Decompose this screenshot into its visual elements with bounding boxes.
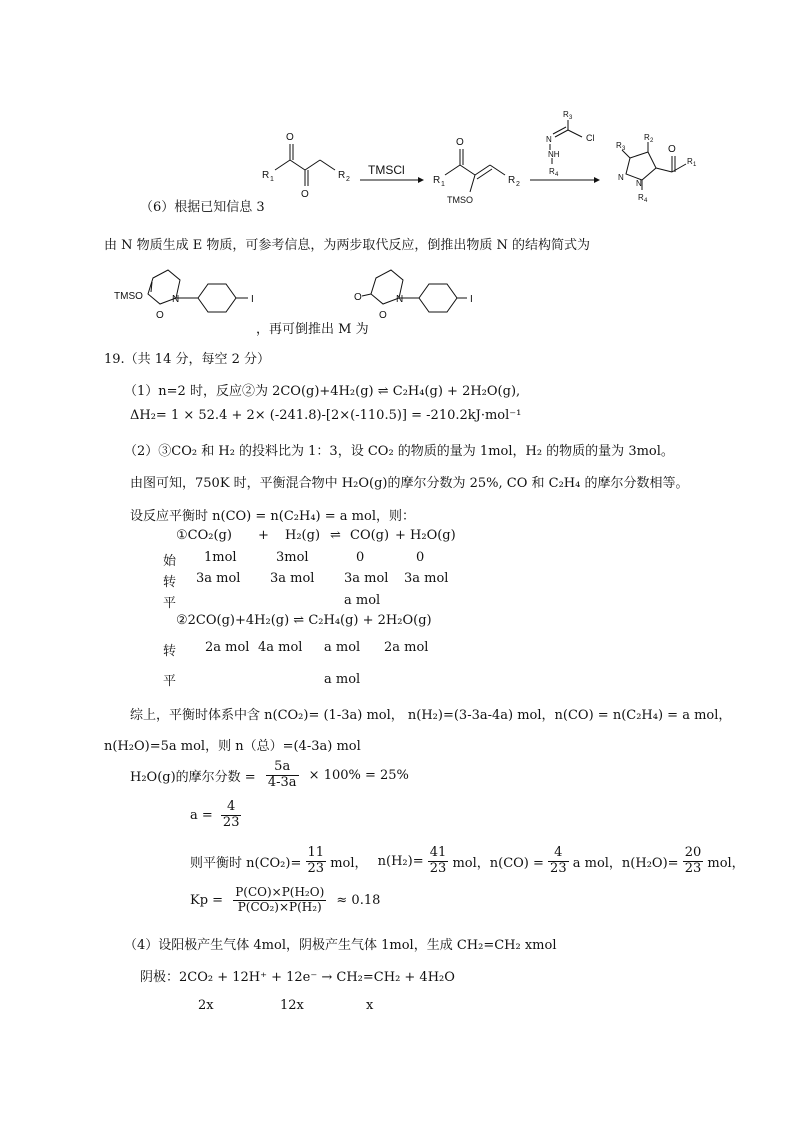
unit: a mol，n(H₂O)= xyxy=(572,855,679,871)
row-label: 转 xyxy=(163,644,177,659)
numerator: P(CO)×P(H₂O) xyxy=(235,885,325,899)
r2-label: R xyxy=(508,175,516,186)
r1-subscript: 1 xyxy=(441,181,445,188)
nh-label: NH xyxy=(548,150,560,159)
row-label: 转 xyxy=(163,575,177,590)
numerator: 4 xyxy=(548,846,569,862)
arrowhead xyxy=(418,177,424,183)
table-cell: 2a mol xyxy=(205,640,250,655)
table-cell: 3mol xyxy=(276,550,309,565)
r2-label: R xyxy=(644,133,650,142)
nitrogen-label: N xyxy=(636,179,642,188)
part-1-line-1: （1）n=2 时，反应②为 2CO(g)+4H₂(g) ⇌ C₂H₄(g) + 2H₂O(g), xyxy=(124,384,521,399)
table-cell: 3a mol xyxy=(196,571,241,586)
iodine-label: I xyxy=(251,294,254,305)
equilibrium-amounts xyxy=(190,846,745,877)
cathode-value: x xyxy=(366,998,374,1013)
denominator: 23 xyxy=(684,860,702,876)
nitrogen-label: N xyxy=(396,294,404,305)
part-4-line-2: 阴极：2CO₂ + 12H⁺ + 12e⁻ → CH₂=CH₂ + 4H₂O xyxy=(140,970,455,985)
r4-label: R xyxy=(638,193,644,202)
r1-label: R xyxy=(433,175,441,186)
table-cell: 3a mol xyxy=(404,571,449,586)
oxygen-label: O xyxy=(301,189,309,200)
part-2-line-3: 设反应平衡时 n(CO) = n(C₂H₄) = a mol，则： xyxy=(130,509,415,524)
r1-subscript: 1 xyxy=(270,176,274,183)
oxygen-label: O xyxy=(668,144,676,155)
summary-line-1: 综上，平衡时体系中含 n(CO₂)= (1-3a) mol， n(H₂)=(3-3a-4a) mol，n(CO) = n(C₂H₄) = a mol， xyxy=(130,708,732,723)
kp-label: Kp = xyxy=(190,892,224,908)
molecule-m xyxy=(354,258,494,338)
r1-label: R xyxy=(687,157,693,166)
reaction-1-h2: H₂(g) xyxy=(285,528,321,543)
table-cell: 2a mol xyxy=(384,640,429,655)
denominator: 23 xyxy=(429,860,447,876)
table-cell: 3a mol xyxy=(344,571,389,586)
fraction xyxy=(233,886,326,915)
summary-line-2: n(H₂O)=5a mol，则 n（总）=(4-3a) mol xyxy=(104,739,361,754)
table-cell: 0 xyxy=(416,550,425,565)
unit: mol，n(CO) = xyxy=(452,855,544,871)
reaction-1-h2o: + H₂O(g) xyxy=(395,528,456,543)
reaction-1-co2: ①CO₂(g) xyxy=(176,528,232,543)
part-2-line-1: （2）③CO₂ 和 H₂ 的投料比为 1：3，设 CO₂ 的物质的量为 1mol，H₂ 的物质的量为 3mol。 xyxy=(124,444,674,459)
section-6-heading: （6）根据已知信息 3 xyxy=(140,200,265,215)
r3-label: R xyxy=(616,141,622,150)
tmso-label: TMSO xyxy=(447,195,473,205)
oxygen-label: O xyxy=(156,310,164,321)
r3-label: R xyxy=(563,110,569,119)
row-label: 平 xyxy=(163,596,177,611)
r1-label: R xyxy=(262,170,270,181)
cathode-value: 2x xyxy=(198,998,214,1013)
r4-subscript: 4 xyxy=(555,172,559,178)
nitrogen-label: N xyxy=(546,135,552,144)
table-cell: a mol xyxy=(324,672,361,687)
r2-subscript: 2 xyxy=(516,181,520,188)
a-value-equation xyxy=(190,800,241,831)
r4-subscript: 4 xyxy=(644,198,648,204)
diketone-structure xyxy=(275,144,335,186)
oxygen-label: O xyxy=(286,132,294,143)
kp-equation xyxy=(190,886,380,915)
enol-ether-structure xyxy=(445,149,505,192)
pyrazole-structure xyxy=(622,142,686,190)
r2-label: R xyxy=(338,170,346,181)
unit: mol， xyxy=(707,855,745,871)
oxygen-label: O xyxy=(456,137,464,148)
nitrogen-label: N xyxy=(618,173,624,182)
denominator: 4-3a xyxy=(267,774,297,790)
numerator: 41 xyxy=(429,845,447,860)
part-4-line-1: （4）设阳极产生气体 4mol，阴极产生气体 1mol，生成 CH₂=CH₂ xmol xyxy=(124,938,557,953)
mole-fraction-equation xyxy=(130,760,409,791)
oxygen-label: O xyxy=(379,310,387,321)
iodine-label: I xyxy=(470,294,473,305)
r2-subscript: 2 xyxy=(346,176,350,183)
numerator: 20 xyxy=(684,845,702,860)
eq-prefix: 则平衡时 n(CO₂)= xyxy=(190,855,302,871)
fraction xyxy=(306,846,327,877)
table-cell: 1mol xyxy=(204,550,237,565)
part-1-line-2: ΔH₂= 1 × 52.4 + 2× (-241.8)-[2×(-110.5)] = -210.2kJ·mol⁻¹ xyxy=(130,408,522,423)
table-cell: 4a mol xyxy=(258,640,303,655)
reaction-1-plus: + xyxy=(258,528,269,543)
denominator: 23 xyxy=(307,860,325,876)
fraction xyxy=(428,846,449,877)
reaction-2-equation: ②2CO(g)+4H₂(g) ⇌ C₂H₄(g) + 2H₂O(g) xyxy=(176,613,432,628)
row-label: 始 xyxy=(163,554,177,569)
fraction xyxy=(221,800,242,831)
part-2-line-2: 由图可知，750K 时，平衡混合物中 H₂O(g)的摩尔分数为 25%, CO 和 C₂H₄ 的摩尔分数相等。 xyxy=(130,476,689,491)
reaction-scheme xyxy=(250,100,710,220)
reaction-1-co: CO(g) xyxy=(350,528,390,543)
table-cell: 0 xyxy=(356,550,365,565)
fraction xyxy=(266,760,299,791)
oxygen-label: O xyxy=(354,292,362,303)
r3-subscript: 3 xyxy=(622,146,626,152)
tmso-label: TMSO xyxy=(114,291,143,302)
numerator: 5a xyxy=(266,760,299,776)
mole-fraction-tail: × 100% = 25% xyxy=(308,767,409,783)
unit: mol， xyxy=(330,855,368,871)
nitrogen-label: N xyxy=(172,294,180,305)
cathode-value: 12x xyxy=(280,998,304,1013)
r4-label: R xyxy=(549,167,555,176)
table-cell: a mol xyxy=(344,593,381,608)
table-cell: a mol xyxy=(324,640,361,655)
kp-tail: ≈ 0.18 xyxy=(336,892,381,908)
eq-label: n(H₂)= xyxy=(377,853,424,869)
table-cell: 3a mol xyxy=(270,571,315,586)
arrowhead xyxy=(594,177,600,183)
mole-fraction-label: H₂O(g)的摩尔分数 = xyxy=(130,769,256,785)
question-19-header: 19.（共 14 分，每空 2 分） xyxy=(104,352,271,367)
numerator: 4 xyxy=(221,800,242,816)
section-6-text: 由 N 物质生成 E 物质，可参考信息，为两步取代反应，倒推出物质 N 的结构简式为 xyxy=(104,238,591,253)
reagent-tmscl: TMSCl xyxy=(368,163,405,177)
reaction-1-arrow: ⇌ xyxy=(330,528,341,543)
r3-subscript: 3 xyxy=(569,115,573,121)
row-label: 平 xyxy=(163,674,177,689)
denominator: P(CO₂)×P(H₂) xyxy=(237,899,322,914)
section-6-tail: ，再可倒推出 M 为 xyxy=(256,322,369,337)
fraction xyxy=(548,846,569,877)
r1-subscript: 1 xyxy=(693,162,697,168)
numerator: 11 xyxy=(307,845,325,860)
denominator: 23 xyxy=(222,814,240,830)
fraction xyxy=(683,846,704,877)
r2-subscript: 2 xyxy=(650,138,654,144)
denominator: 23 xyxy=(550,860,567,876)
chlorine-label: Cl xyxy=(586,133,595,143)
a-label: a = xyxy=(190,807,213,823)
